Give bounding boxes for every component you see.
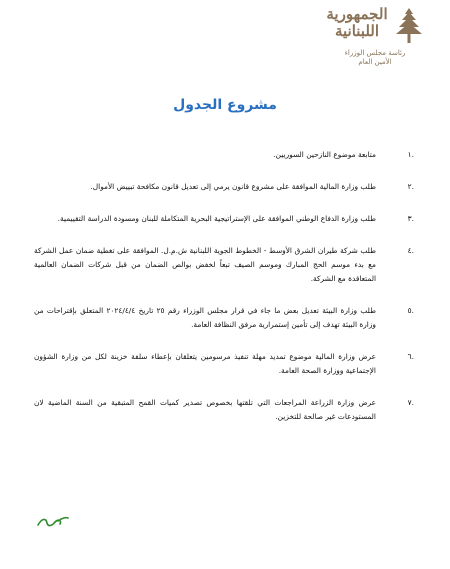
agenda-item (34, 396, 414, 424)
republic-logo-text (326, 6, 387, 40)
agenda-item (34, 244, 414, 286)
office-line-2: الأمين العام (358, 58, 392, 66)
agenda-item (34, 148, 414, 162)
item-text: طلب وزارة الدفاع الوطني الموافقة على الإستراتيجية البحرية المتكاملة للبنان ومسودة الدراسة التقييمية. (57, 214, 376, 223)
letterhead (320, 6, 430, 67)
signature-mark (36, 514, 70, 530)
item-number: .٦ (407, 352, 414, 361)
cedar-icon (394, 6, 424, 46)
item-number: .٢ (407, 182, 414, 191)
agenda-item (34, 304, 414, 332)
item-number: .٥ (407, 306, 414, 315)
item-number: .١ (407, 150, 414, 159)
office-line-1: رئاسة مجلس الوزراء (344, 49, 406, 57)
item-text: طلب شركة طيران الشرق الأوسط - الخطوط الجوية اللبنانية ش.م.ل. الموافقة على تغطية ضمان عمل الشركة مع بدء موسم الحج المبارك وموسم الصيف تبعاً لخفض بوالص الضمان من قبل شركات الضمان العالمية المتعاقدة مع الشركة. (34, 246, 376, 283)
item-number: .٣ (407, 214, 414, 223)
item-text: عرض وزارة الزراعة المراجعات التي تلقتها بخصوص تصدير كميات القمح المتبقية من السنة الماضية لان المستودعات غير صالحة للتخزين. (34, 398, 376, 421)
item-text: متابعة موضوع النازحين السوريين. (273, 150, 376, 159)
item-text: طلب وزارة المالية الموافقة على مشروع قانون يرمي إلى تعديل قانون مكافحة تبييض الأموال. (90, 182, 376, 191)
agenda-item (34, 350, 414, 378)
agenda-title: مشروع الجدول (173, 97, 277, 113)
logo-line-1: الجمهورية (326, 5, 388, 23)
item-number: .٧ (407, 398, 414, 407)
agenda-item (34, 180, 414, 194)
emblem (320, 6, 430, 46)
agenda-item (34, 212, 414, 226)
logo-line-2: اللبنانية (334, 22, 380, 40)
item-text: عرض وزارة المالية موضوع تمديد مهلة تنفيذ مرسومين يتعلقان بإعطاء سلفة خزينة لكل من وزارة الشؤون الإجتماعية ووزارة الصحة العامة. (34, 352, 376, 375)
item-number: .٤ (407, 246, 414, 255)
agenda-list (34, 148, 414, 442)
item-text: طلب وزارة البيئة تعديل بعض ما جاء في قرار مجلس الوزراء رقم ٢٥ تاريخ ٢٠٢٤/٤/٤ المتعلق بإقتراحات من وزارة البيئة تهدف إلى تأمين إستمرارية مرفق النظافة العامة. (34, 306, 376, 329)
office-name (320, 49, 430, 67)
